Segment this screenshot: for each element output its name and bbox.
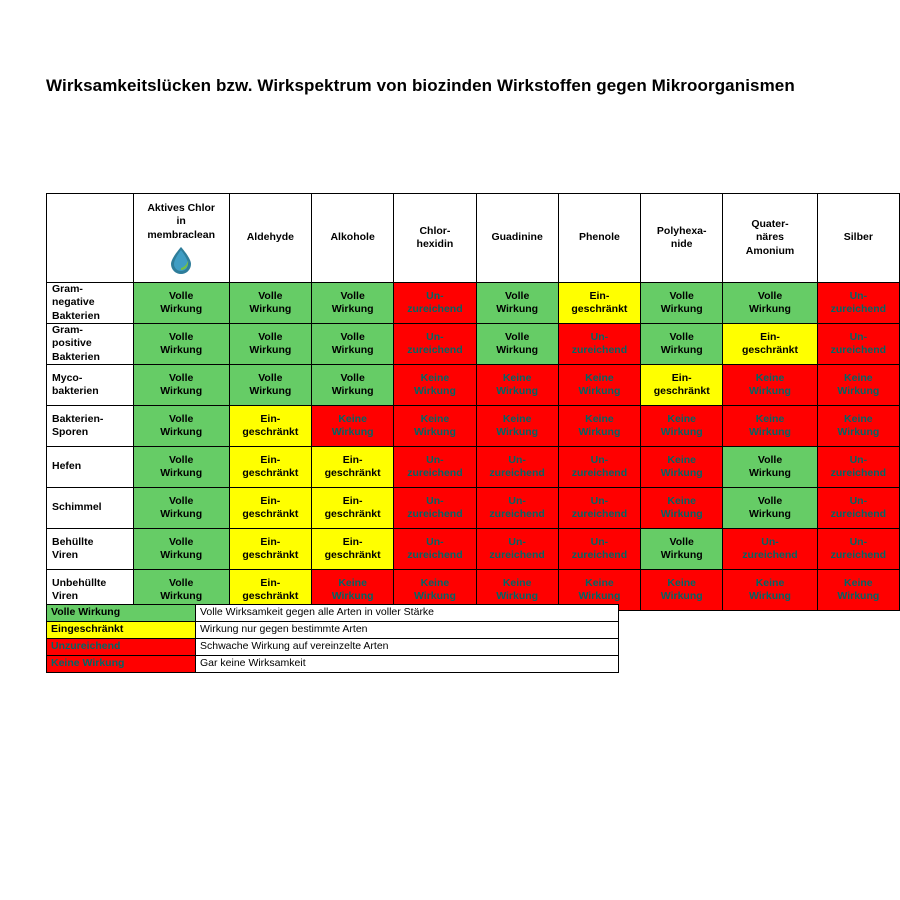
cell-label-line: Un- bbox=[426, 494, 444, 507]
cell-label-line: zureichend bbox=[489, 549, 545, 561]
cell-label-line: Wirkung bbox=[749, 467, 791, 479]
cell-label-line: Keine bbox=[667, 412, 696, 425]
cell-label-line: Un- bbox=[508, 494, 526, 507]
column-header-line: Guadinine bbox=[491, 231, 543, 244]
column-header-line: nide bbox=[670, 238, 693, 250]
matrix-cell-r4-c7 bbox=[723, 447, 817, 488]
matrix-cell-r5-c3 bbox=[394, 488, 476, 529]
cell-label-line: Volle bbox=[258, 371, 283, 384]
column-header-line: Silber bbox=[843, 231, 873, 244]
matrix-cell-r6-c5 bbox=[558, 529, 640, 570]
cell-label-line: Volle bbox=[169, 330, 194, 343]
matrix-cell-r6-c2 bbox=[312, 529, 394, 570]
matrix-cell-r0-c8 bbox=[817, 283, 899, 324]
cell-label-line: Wirkung bbox=[331, 426, 374, 438]
cell-label-line: Wirkung bbox=[160, 344, 203, 356]
cell-label-line: Ein- bbox=[260, 412, 281, 425]
cell-label-line: Wirkung bbox=[660, 303, 703, 315]
row-header-line: Gram- bbox=[52, 283, 83, 296]
matrix-cell-r6-c7 bbox=[723, 529, 817, 570]
column-header-line: Phenole bbox=[578, 231, 620, 244]
cell-label-line: Un- bbox=[849, 453, 868, 466]
cell-label-line: Wirkung bbox=[160, 590, 203, 602]
cell-label-line: Keine bbox=[502, 576, 532, 589]
cell-label-line: zureichend bbox=[830, 344, 887, 356]
matrix-table bbox=[46, 193, 900, 611]
cell-label-line: Wirkung bbox=[413, 385, 456, 397]
cell-label-line: Volle bbox=[169, 535, 194, 548]
matrix-cell-r4-c3 bbox=[394, 447, 476, 488]
column-header-line: Aktives Chlor bbox=[147, 202, 216, 215]
matrix-cell-r4-c4 bbox=[476, 447, 558, 488]
row-header-2 bbox=[47, 365, 134, 406]
cell-label-line: zureichend bbox=[571, 467, 628, 479]
cell-label-line: Volle bbox=[169, 576, 194, 589]
legend-key-3: Keine Wirkung bbox=[47, 656, 196, 673]
cell-label-line: Un- bbox=[849, 494, 868, 507]
cell-label-line: Volle bbox=[340, 330, 365, 343]
legend-key-2: Unzureichend bbox=[47, 639, 196, 656]
cell-label-line: zureichend bbox=[407, 344, 463, 356]
matrix-cell-r1-c3 bbox=[394, 324, 476, 365]
matrix-cell-r0-c2 bbox=[312, 283, 394, 324]
legend-key-1: Eingeschränkt bbox=[47, 622, 196, 639]
matrix-cell-r5-c2 bbox=[312, 488, 394, 529]
cell-label-line: Wirkung bbox=[249, 303, 292, 315]
matrix-cell-r1-c4 bbox=[476, 324, 558, 365]
matrix-cell-r4-c1 bbox=[229, 447, 311, 488]
cell-label-line: Ein- bbox=[342, 494, 363, 507]
cell-label-line: Keine bbox=[667, 494, 696, 507]
matrix-cell-r2-c5 bbox=[558, 365, 640, 406]
cell-label-line: Volle bbox=[757, 289, 783, 302]
column-header-5 bbox=[558, 194, 640, 283]
cell-label-line: Wirkung bbox=[496, 590, 539, 602]
cell-label-line: Wirkung bbox=[249, 385, 292, 397]
cell-label-line: Un- bbox=[426, 453, 444, 466]
row-header-4 bbox=[47, 447, 134, 488]
cell-label-line: Keine bbox=[755, 412, 785, 425]
legend-body bbox=[47, 605, 619, 673]
cell-label-line: Wirkung bbox=[331, 590, 374, 602]
cell-label-line: zureichend bbox=[830, 303, 887, 315]
cell-label-line: Ein- bbox=[760, 330, 780, 343]
matrix-cell-r4-c5 bbox=[558, 447, 640, 488]
matrix-cell-r2-c4 bbox=[476, 365, 558, 406]
cell-label-line: Volle bbox=[757, 453, 783, 466]
cell-label-line: Un- bbox=[426, 289, 444, 302]
cell-label-line: Wirkung bbox=[660, 590, 703, 602]
cell-label-line: Un- bbox=[590, 453, 609, 466]
cell-label-line: Keine bbox=[844, 576, 873, 589]
cell-label-line: Wirkung bbox=[749, 426, 791, 438]
column-header-line: Chlor- bbox=[419, 224, 451, 237]
legend-row bbox=[47, 605, 619, 622]
cell-label-line: Wirkung bbox=[660, 344, 703, 356]
legend-row bbox=[47, 656, 619, 673]
matrix-cell-r5-c4 bbox=[476, 488, 558, 529]
column-header-4 bbox=[476, 194, 558, 283]
cell-label-line: Wirkung bbox=[578, 590, 621, 602]
table-row bbox=[47, 406, 900, 447]
column-header-6 bbox=[641, 194, 723, 283]
row-header-line: bakterien bbox=[52, 385, 99, 397]
cell-label-line: Volle bbox=[169, 371, 194, 384]
row-header-1 bbox=[47, 324, 134, 365]
cell-label-line: Keine bbox=[502, 412, 532, 425]
legend bbox=[46, 604, 619, 673]
cell-label-line: Wirkung bbox=[749, 508, 791, 520]
matrix-cell-r1-c1 bbox=[229, 324, 311, 365]
matrix-cell-r0-c1 bbox=[229, 283, 311, 324]
cell-label-line: Wirkung bbox=[660, 549, 703, 561]
cell-label-line: Wirkung bbox=[413, 590, 456, 602]
cell-label-line: Un- bbox=[508, 453, 526, 466]
cell-label-line: Wirkung bbox=[160, 508, 203, 520]
matrix-cell-r6-c4 bbox=[476, 529, 558, 570]
column-header-line: Quater- bbox=[751, 218, 789, 231]
cell-label-line: Wirkung bbox=[496, 426, 539, 438]
cell-label-line: Un- bbox=[761, 535, 779, 548]
cell-label-line: Keine bbox=[755, 371, 785, 384]
row-header-line: Behüllte bbox=[52, 535, 94, 548]
row-header-line: Viren bbox=[52, 549, 79, 561]
cell-label-line: Keine bbox=[844, 412, 873, 425]
legend-desc-2: Schwache Wirkung auf vereinzelte Arten bbox=[196, 639, 619, 656]
cell-label-line: Keine bbox=[585, 576, 614, 589]
matrix-cell-r4-c8 bbox=[817, 447, 899, 488]
cell-label-line: Un- bbox=[426, 330, 444, 343]
cell-label-line: Volle bbox=[258, 289, 283, 302]
table-row bbox=[47, 488, 900, 529]
cell-label-line: geschränkt bbox=[242, 508, 299, 520]
column-header-2 bbox=[312, 194, 394, 283]
matrix-cell-r1-c6 bbox=[641, 324, 723, 365]
column-header-line: membraclean bbox=[147, 228, 216, 241]
corner-cell bbox=[47, 194, 134, 283]
matrix-cell-r4-c0 bbox=[133, 447, 229, 488]
matrix-cell-r5-c5 bbox=[558, 488, 640, 529]
cell-label-line: Wirkung bbox=[837, 426, 880, 438]
cell-label-line: Keine bbox=[338, 412, 367, 425]
cell-label-line: Wirkung bbox=[749, 590, 791, 602]
matrix-cell-r5-c7 bbox=[723, 488, 817, 529]
matrix-cell-r0-c5 bbox=[558, 283, 640, 324]
cell-label-line: Un- bbox=[590, 330, 609, 343]
cell-label-line: Wirkung bbox=[160, 467, 203, 479]
matrix-cell-r3-c6 bbox=[641, 406, 723, 447]
row-header-line: Viren bbox=[52, 590, 79, 602]
matrix-cell-r0-c3 bbox=[394, 283, 476, 324]
matrix-cell-r3-c4 bbox=[476, 406, 558, 447]
cell-label-line: Keine bbox=[420, 371, 450, 384]
cell-label-line: zureichend bbox=[407, 508, 463, 520]
legend-key-0: Volle Wirkung bbox=[47, 605, 196, 622]
cell-label-line: Keine bbox=[502, 371, 532, 384]
cell-label-line: Wirkung bbox=[331, 303, 374, 315]
matrix-cell-r1-c8 bbox=[817, 324, 899, 365]
cell-label-line: Ein- bbox=[342, 453, 363, 466]
legend-row bbox=[47, 639, 619, 656]
matrix-cell-r1-c7 bbox=[723, 324, 817, 365]
row-header-line: Bakterien- bbox=[52, 412, 104, 425]
cell-label-line: Wirkung bbox=[331, 344, 374, 356]
row-header-0 bbox=[47, 283, 134, 324]
cell-label-line: Un- bbox=[590, 535, 609, 548]
table-row bbox=[47, 324, 900, 365]
cell-label-line: Un- bbox=[849, 330, 868, 343]
cell-label-line: zureichend bbox=[742, 549, 798, 561]
cell-label-line: zureichend bbox=[489, 467, 545, 479]
legend-desc-3: Gar keine Wirksamkeit bbox=[196, 656, 619, 673]
matrix-cell-r2-c8 bbox=[817, 365, 899, 406]
matrix-cell-r3-c7 bbox=[723, 406, 817, 447]
page-title: Wirksamkeitslücken bzw. Wirkspektrum von biozinden Wirkstoffen gegen Mikroorganismen bbox=[46, 76, 795, 95]
matrix-body bbox=[47, 283, 900, 611]
cell-label-line: geschränkt bbox=[653, 385, 710, 397]
cell-label-line: Wirkung bbox=[837, 385, 880, 397]
cell-label-line: Un- bbox=[508, 535, 526, 548]
row-header-5 bbox=[47, 488, 134, 529]
matrix-cell-r6-c0 bbox=[133, 529, 229, 570]
row-header-line: Unbehüllte bbox=[52, 576, 107, 589]
cell-label-line: Volle bbox=[169, 494, 194, 507]
cell-label-line: Wirkung bbox=[660, 426, 703, 438]
cell-label-line: Volle bbox=[169, 412, 194, 425]
cell-label-line: Wirkung bbox=[660, 467, 703, 479]
column-header-7 bbox=[723, 194, 817, 283]
cell-label-line: Wirkung bbox=[249, 344, 292, 356]
cell-label-line: zureichend bbox=[407, 303, 463, 315]
cell-label-line: zureichend bbox=[571, 344, 628, 356]
cell-label-line: Volle bbox=[669, 289, 694, 302]
legend-desc-1: Wirkung nur gegen bestimmte Arten bbox=[196, 622, 619, 639]
legend-table bbox=[46, 604, 619, 673]
row-header-line: positive bbox=[52, 337, 92, 350]
cell-label-line: Ein- bbox=[260, 535, 281, 548]
cell-label-line: Keine bbox=[338, 576, 367, 589]
cell-label-line: Wirkung bbox=[496, 385, 539, 397]
column-header-line: näres bbox=[755, 231, 785, 244]
water-drop-icon bbox=[136, 246, 227, 274]
matrix-cell-r2-c1 bbox=[229, 365, 311, 406]
matrix-cell-r2-c0 bbox=[133, 365, 229, 406]
cell-label-line: Un- bbox=[426, 535, 444, 548]
cell-label-line: Volle bbox=[504, 289, 530, 302]
row-header-line: Myco- bbox=[52, 371, 83, 384]
matrix-cell-r3-c3 bbox=[394, 406, 476, 447]
column-header-line: in bbox=[176, 215, 186, 228]
cell-label-line: Wirkung bbox=[331, 385, 374, 397]
matrix-cell-r0-c7 bbox=[723, 283, 817, 324]
matrix-cell-r6-c1 bbox=[229, 529, 311, 570]
column-header-1 bbox=[229, 194, 311, 283]
matrix-cell-r5-c6 bbox=[641, 488, 723, 529]
cell-label-line: Ein- bbox=[671, 371, 692, 384]
cell-label-line: Wirkung bbox=[496, 344, 539, 356]
matrix-cell-r1-c5 bbox=[558, 324, 640, 365]
matrix-cell-r2-c2 bbox=[312, 365, 394, 406]
cell-label-line: Keine bbox=[420, 576, 450, 589]
cell-label-line: geschränkt bbox=[242, 467, 299, 479]
table-row bbox=[47, 365, 900, 406]
column-header-line: Amonium bbox=[745, 244, 795, 257]
cell-label-line: Wirkung bbox=[660, 508, 703, 520]
row-header-line: Sporen bbox=[52, 426, 89, 438]
cell-label-line: zureichend bbox=[571, 549, 628, 561]
cell-label-line: geschränkt bbox=[242, 549, 299, 561]
matrix-cell-r7-c6 bbox=[641, 570, 723, 611]
matrix-cell-r7-c7 bbox=[723, 570, 817, 611]
row-header-6 bbox=[47, 529, 134, 570]
cell-label-line: geschränkt bbox=[324, 549, 381, 561]
cell-label-line: Wirkung bbox=[837, 590, 880, 602]
cell-label-line: Ein- bbox=[260, 494, 281, 507]
header-row bbox=[47, 194, 900, 283]
cell-label-line: Volle bbox=[340, 289, 365, 302]
cell-label-line: Keine bbox=[667, 453, 696, 466]
row-header-3 bbox=[47, 406, 134, 447]
row-header-line: Hefen bbox=[52, 460, 82, 473]
cell-label-line: Volle bbox=[757, 494, 783, 507]
cell-label-line: Volle bbox=[169, 289, 194, 302]
cell-label-line: Volle bbox=[669, 330, 694, 343]
matrix-cell-r6-c8 bbox=[817, 529, 899, 570]
cell-label-line: geschränkt bbox=[324, 467, 381, 479]
matrix-cell-r0-c4 bbox=[476, 283, 558, 324]
table-row bbox=[47, 283, 900, 324]
matrix-header bbox=[47, 194, 900, 283]
cell-label-line: Volle bbox=[504, 330, 530, 343]
cell-label-line: zureichend bbox=[571, 508, 628, 520]
cell-label-line: Wirkung bbox=[160, 303, 203, 315]
cell-label-line: Ein- bbox=[589, 289, 610, 302]
matrix-cell-r4-c2 bbox=[312, 447, 394, 488]
cell-label-line: Wirkung bbox=[578, 426, 621, 438]
cell-label-line: Keine bbox=[420, 412, 450, 425]
cell-label-line: Wirkung bbox=[160, 426, 203, 438]
cell-label-line: geschränkt bbox=[242, 590, 299, 602]
row-header-line: negative bbox=[52, 296, 95, 309]
cell-label-line: Ein- bbox=[260, 576, 281, 589]
matrix-cell-r0-c6 bbox=[641, 283, 723, 324]
cell-label-line: Volle bbox=[169, 453, 194, 466]
cell-label-line: Wirkung bbox=[578, 385, 621, 397]
cell-label-line: Wirkung bbox=[160, 549, 203, 561]
cell-label-line: zureichend bbox=[407, 467, 463, 479]
row-header-line: Gram- bbox=[52, 324, 83, 337]
cell-label-line: geschränkt bbox=[324, 508, 381, 520]
cell-label-line: Keine bbox=[844, 371, 873, 384]
efficacy-matrix bbox=[46, 193, 900, 611]
matrix-cell-r6-c3 bbox=[394, 529, 476, 570]
matrix-cell-r6-c6 bbox=[641, 529, 723, 570]
row-header-line: Bakterien bbox=[52, 350, 100, 363]
matrix-cell-r2-c3 bbox=[394, 365, 476, 406]
matrix-cell-r0-c0 bbox=[133, 283, 229, 324]
column-header-line: Aldehyde bbox=[246, 231, 294, 244]
cell-label-line: Un- bbox=[590, 494, 609, 507]
cell-label-line: Keine bbox=[667, 576, 696, 589]
cell-label-line: Volle bbox=[258, 330, 283, 343]
cell-label-line: Keine bbox=[585, 412, 614, 425]
table-row bbox=[47, 529, 900, 570]
matrix-cell-r5-c1 bbox=[229, 488, 311, 529]
cell-label-line: Wirkung bbox=[749, 385, 791, 397]
legend-desc-0: Volle Wirksamkeit gegen alle Arten in voller Stärke bbox=[196, 605, 619, 622]
cell-label-line: Volle bbox=[669, 535, 694, 548]
cell-label-line: Wirkung bbox=[413, 426, 456, 438]
cell-label-line: geschränkt bbox=[741, 344, 799, 356]
cell-label-line: geschränkt bbox=[242, 426, 299, 438]
cell-label-line: zureichend bbox=[830, 467, 887, 479]
cell-label-line: zureichend bbox=[407, 549, 463, 561]
cell-label-line: Keine bbox=[755, 576, 785, 589]
matrix-cell-r7-c8 bbox=[817, 570, 899, 611]
row-header-line: Schimmel bbox=[52, 501, 102, 514]
legend-row bbox=[47, 622, 619, 639]
matrix-cell-r1-c0 bbox=[133, 324, 229, 365]
cell-label-line: zureichend bbox=[489, 508, 545, 520]
matrix-cell-r3-c0 bbox=[133, 406, 229, 447]
matrix-cell-r5-c8 bbox=[817, 488, 899, 529]
column-header-line: Alkohole bbox=[330, 231, 375, 244]
matrix-cell-r3-c8 bbox=[817, 406, 899, 447]
matrix-cell-r3-c1 bbox=[229, 406, 311, 447]
cell-label-line: Un- bbox=[849, 289, 868, 302]
cell-label-line: Wirkung bbox=[496, 303, 539, 315]
matrix-cell-r3-c5 bbox=[558, 406, 640, 447]
cell-label-line: zureichend bbox=[830, 508, 887, 520]
matrix-cell-r2-c7 bbox=[723, 365, 817, 406]
column-header-line: Polyhexa- bbox=[656, 224, 707, 237]
column-header-line: hexidin bbox=[416, 238, 454, 250]
matrix-cell-r1-c2 bbox=[312, 324, 394, 365]
column-header-3 bbox=[394, 194, 476, 283]
matrix-cell-r5-c0 bbox=[133, 488, 229, 529]
cell-label-line: Keine bbox=[585, 371, 614, 384]
cell-label-line: Wirkung bbox=[160, 385, 203, 397]
column-header-8 bbox=[817, 194, 899, 283]
row-header-line: Bakterien bbox=[52, 309, 100, 322]
cell-label-line: geschränkt bbox=[571, 303, 628, 315]
table-row bbox=[47, 447, 900, 488]
column-header-0 bbox=[133, 194, 229, 283]
cell-label-line: Wirkung bbox=[749, 303, 791, 315]
matrix-cell-r2-c6 bbox=[641, 365, 723, 406]
matrix-cell-r3-c2 bbox=[312, 406, 394, 447]
cell-label-line: zureichend bbox=[830, 549, 887, 561]
cell-label-line: Ein- bbox=[342, 535, 363, 548]
cell-label-line: Ein- bbox=[260, 453, 281, 466]
cell-label-line: Volle bbox=[340, 371, 365, 384]
matrix-cell-r4-c6 bbox=[641, 447, 723, 488]
cell-label-line: Un- bbox=[849, 535, 868, 548]
